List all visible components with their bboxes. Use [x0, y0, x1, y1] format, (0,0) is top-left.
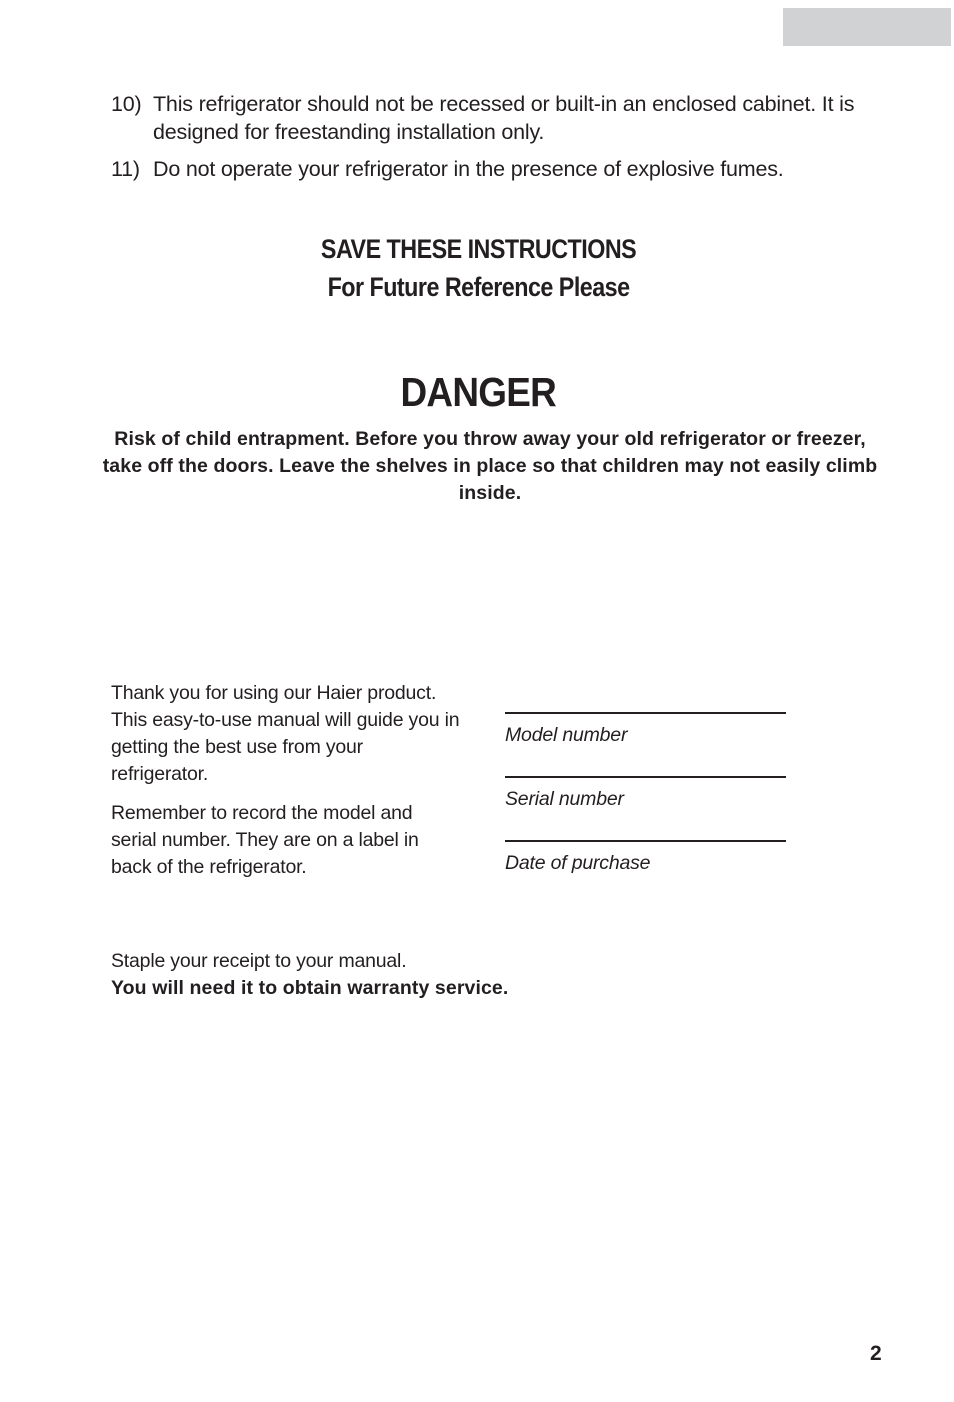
- safety-rules-list: [111, 90, 891, 192]
- model-number-field: Model number: [505, 712, 786, 774]
- date-of-purchase-field: Date of purchase: [505, 840, 786, 902]
- danger-title: DANGER: [400, 369, 557, 415]
- intro-paragraph-thanks: Thank you for using our Haier product. This easy-to-use manual will guide you in getting the best use from your refrigerator.: [111, 682, 460, 785]
- staple-receipt-line: Staple your receipt to your manual.: [111, 950, 407, 972]
- rule-item-10: [111, 90, 891, 146]
- save-instructions-heading: [59, 230, 899, 306]
- rule-text: This refrigerator should not be recessed or built-in an enclosed cabinet. It is designed for freestanding installation only.: [153, 92, 855, 144]
- danger-warning-text: Risk of child entrapment. Before you throw away your old refrigerator or freezer, take off the doors. Leave the shelves in place so that children may not easily climb inside.: [102, 428, 878, 504]
- rule-number: 10): [111, 92, 142, 116]
- rule-number: 11): [111, 157, 140, 181]
- intro-paragraph-record: Remember to record the model and serial number. They are on a label in back of the refrigerator.: [111, 802, 419, 878]
- page-number: 2: [870, 1342, 882, 1365]
- serial-number-field: Serial number: [505, 776, 786, 838]
- record-fields: [505, 712, 786, 902]
- intro-text: [111, 680, 461, 893]
- warranty-service-line: You will need it to obtain warranty service.: [111, 977, 509, 999]
- rule-item-11: [111, 155, 891, 183]
- staple-receipt-note: [111, 948, 811, 1002]
- save-instructions-line1: SAVE THESE INSTRUCTIONS: [320, 234, 637, 264]
- rule-text: Do not operate your refrigerator in the presence of explosive fumes.: [153, 157, 784, 181]
- corner-tab: [783, 8, 951, 46]
- save-instructions-line2: For Future Reference Please: [327, 272, 630, 302]
